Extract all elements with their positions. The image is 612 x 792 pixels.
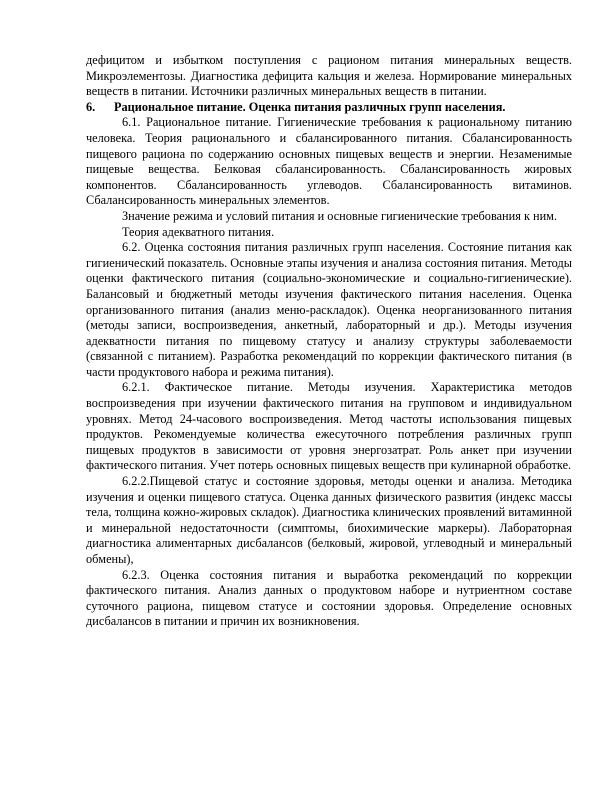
section-title: Рациональное питание. Оценка питания различных групп населения.	[114, 99, 506, 114]
paragraph-6-1: 6.1. Рациональное питание. Гигиенические требования к рациональному питанию человека. Теория рационального и сбалансированного питания. Сбалансированность пищевого рациона по содержанию основных пищевых веществ и энергии. Незаменимые пищевые вещества. Белковая сбалансированность. Сбалансированность жировых компонентов. Сбалансированность углеводов. Сбалансированность витаминов. Сбалансированность минеральных элементов.	[86, 115, 572, 208]
paragraph-regime: Значение режима и условий питания и основные гигиенические требования к ним.	[122, 208, 558, 223]
paragraph-6-2-3: 6.2.3. Оценка состояния питания и выработка рекомендаций по коррекции фактического питания. Анализ данных о продуктовом наборе и нутриентном составе суточного рациона, пищевом статусе и состоянии здоровья. Определение основных дисбалансов в питании и причин их возникновения.	[86, 567, 572, 629]
section-number: 6.	[86, 99, 96, 114]
paragraph-6-2: 6.2. Оценка состояния питания различных групп населения. Состояние питания как гигиенический показатель. Основные этапы изучения и анализа состояния питания. Методы оценки фактического питания (социально-экономические и социально-гигиенические). Балансовый и бюджетный методы изучения фактического питания населения. Оценка организованного питания (анализ меню-раскладок). Оценка неорганизованного питания (методы записи, воспроизведения, анкетный, лабораторный и др.). Методы изучения адекватности питания по пищевому статусу и анализу структуры заболеваемости (связанной с питанием). Разработка рекомендаций по коррекции фактического питания (в части продуктового набора и режима питания).	[86, 240, 572, 379]
paragraph-6-2-1: 6.2.1. Фактическое питание. Методы изучения. Характеристика методов воспроизведения при изучении фактического питания на групповом и индивидуальном уровнях. Метод 24-часового воспроизведения. Метод частоты использования пищевых продуктов. Рекомендуемые количества ежесуточного потребления различных групп пищевых продуктов в зависимости от уровня энергозатрат. Роль анкет при изучении фактического питания. Учет потерь основных пищевых веществ при кулинарной обработке.	[86, 380, 572, 473]
section-heading	[86, 100, 572, 116]
paragraph-6-2-2: 6.2.2.Пищевой статус и состояние здоровья, методы оценки и анализа. Методика изучения и оценки пищевого статуса. Оценка данных физического развития (индекс массы тела, толщина кожно-жировых складок). Диагностика клинических проявлений витаминной и минеральной недостаточности (симптомы, биохимические маркеры). Лабораторная диагностика алиментарных дисбалансов (белковый, жировой, углеводный и минеральный обмены),	[86, 474, 572, 566]
paragraph-adequate-theory: Теория адекватного питания.	[122, 224, 275, 239]
document-page	[86, 53, 572, 630]
paragraph-minerals: дефицитом и избытком поступления с рационом питания минеральных веществ. Микроэлементозы. Диагностика дефицита кальция и железа. Нормирование минеральных веществ в питании. Источники различных минеральных веществ в питании.	[86, 53, 572, 99]
